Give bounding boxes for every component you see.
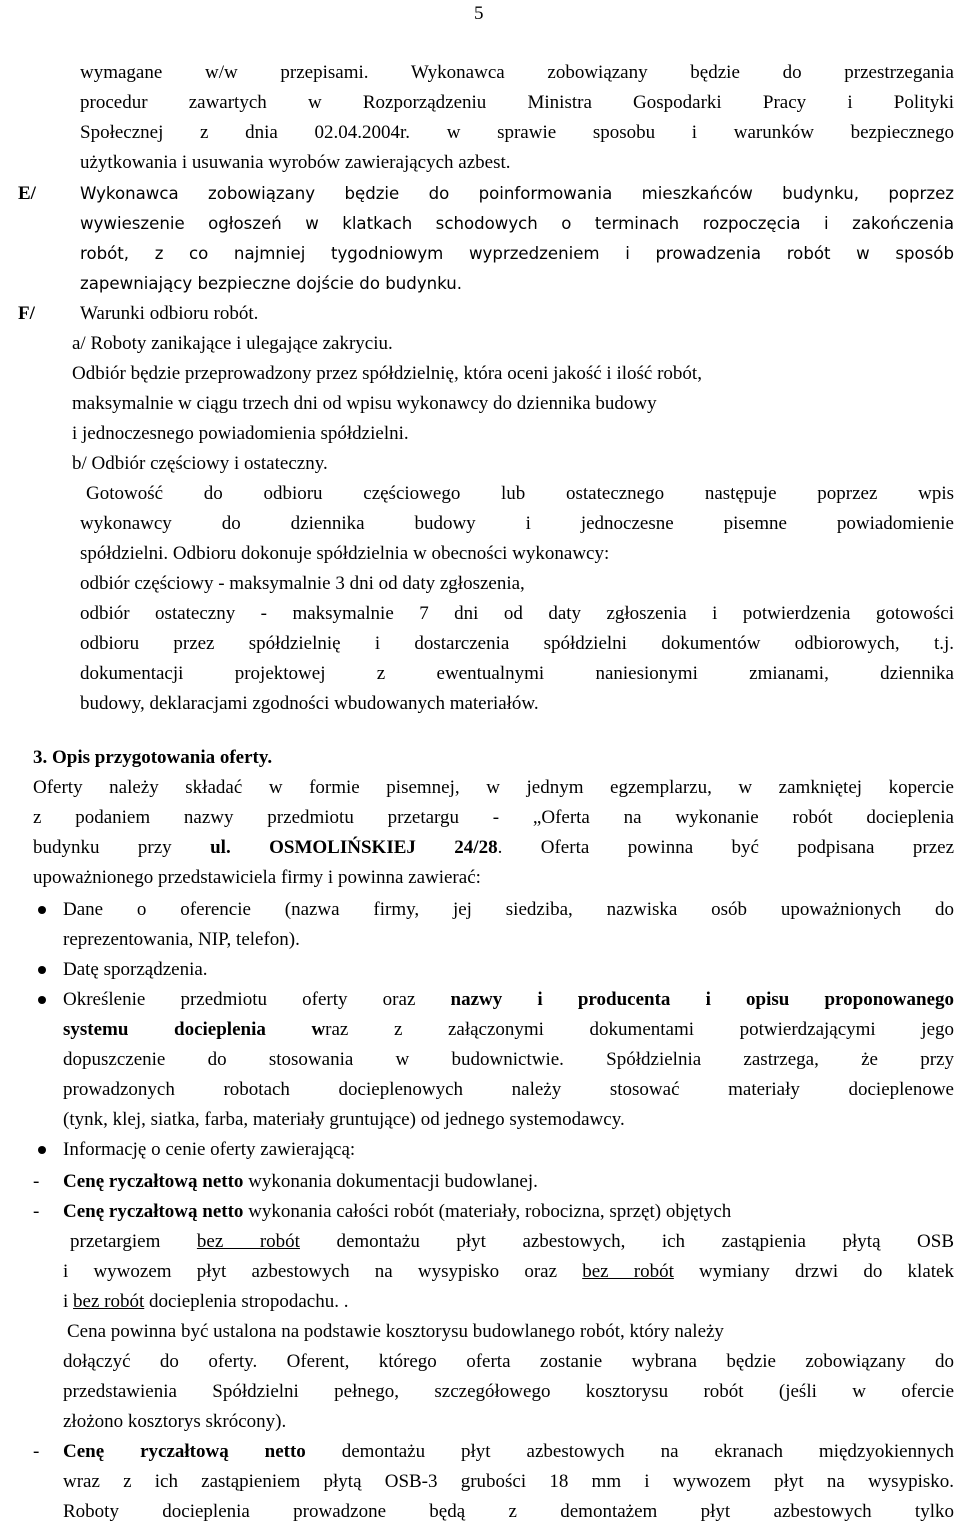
- bold-text: Cenę ryczałtową netto: [63, 1441, 306, 1462]
- text-line: [63, 1200, 731, 1224]
- dash-marker: -: [33, 1171, 40, 1192]
- text-line: Wykonawca zobowiązany będzie do poinformowania mieszkańców budynku, poprzez: [80, 184, 954, 203]
- text-line: b/ Odbiór częściowy i ostateczny.: [72, 453, 328, 474]
- bold-text: systemu docieplenia w: [63, 1019, 326, 1040]
- dash-marker: -: [33, 1201, 40, 1222]
- text-line: wykonawcy do dziennika budowy i jednoczesne pisemne powiadomienie: [80, 513, 954, 534]
- text-line: a/ Roboty zanikające i ulegające zakryciu.: [72, 333, 393, 354]
- text-line: Informację o cenie oferty zawierającą:: [63, 1139, 356, 1160]
- text-line: [63, 988, 954, 1012]
- text-line: reprezentowania, NIP, telefon).: [63, 929, 300, 950]
- text-line: upoważnionego przedstawiciela firmy i powinna zawierać:: [33, 867, 481, 888]
- text-line: Cena powinna być ustalona na podstawie kosztorysu budowlanego robót, który należy: [67, 1321, 724, 1342]
- bullet-icon: [38, 1146, 46, 1154]
- underlined-text: bez robót: [582, 1261, 674, 1282]
- text-line: zapewniający bezpieczne dojście do budynku.: [80, 274, 463, 293]
- text-line: wymagane w/w przepisami. Wykonawca zobowiązany będzie do przestrzegania: [80, 62, 954, 83]
- underlined-text: bez robót: [196, 1231, 300, 1252]
- text-line: i jednoczesnego powiadomienia spółdzielni.: [72, 423, 409, 444]
- text-line: z podaniem nazwy przedmiotu przetargu - „Oferta na wykonanie robót docieplenia: [33, 807, 954, 828]
- text-span: raz z załączonymi dokumentami potwierdzającymi jego: [325, 1019, 955, 1040]
- text-line: Odbiór będzie przeprowadzony przez spółdzielnię, która oceni jakość i ilość robót,: [72, 363, 702, 384]
- text-span: . Oferta powinna być podpisana przez: [497, 837, 954, 858]
- text-line: Oferty należy składać w formie pisemnej, w jednym egzemplarzu, w zamkniętej kopercie: [33, 777, 954, 798]
- text-line: wywieszenie ogłoszeń w klatkach schodowych o terminach rozpoczęcia i zakończenia: [80, 214, 954, 233]
- dash-marker: -: [33, 1441, 40, 1462]
- text-span: wykonania dokumentacji budowlanej.: [243, 1171, 538, 1192]
- text-line: procedur zawartych w Rozporządzeniu Ministra Gospodarki Pracy i Polityki: [80, 92, 954, 113]
- bullet-icon: [38, 996, 46, 1004]
- text-line: prowadzonych robotach docieplenowych należy stosować materiały docieplenowe: [63, 1079, 954, 1100]
- text-span: docieplenia stropodachu. .: [144, 1291, 349, 1312]
- text-line: Roboty docieplenia prowadzone będą z demontażem płyt azbestowych tylko: [63, 1501, 954, 1522]
- text-span: budynku przy: [33, 837, 211, 858]
- text-line: (tynk, klej, siatka, farba, materiały gruntujące) od jednego systemodawcy.: [63, 1109, 625, 1130]
- text-line: Datę sporządzenia.: [63, 959, 208, 980]
- text-span: demontażu płyt azbestowych na ekranach międzyokiennych: [305, 1441, 955, 1462]
- text-line: [63, 1170, 538, 1194]
- text-span: Określenie przedmiotu oferty oraz: [63, 989, 451, 1010]
- bold-text: Cenę ryczałtową netto: [63, 1171, 244, 1192]
- text-span: wykonania całości robót (materiały, robocizna, sprzęt) objętych: [243, 1201, 732, 1222]
- text-line: złożono kosztorys skrócony).: [63, 1411, 287, 1432]
- text-line: maksymalnie w ciągu trzech dni od wpisu wykonawcy do dziennika budowy: [72, 393, 657, 414]
- text-line: robót, z co najmniej tygodniowym wyprzedzeniem i prowadzenia robót w sposób: [80, 244, 954, 263]
- text-line: Społecznej z dnia 02.04.2004r. w sprawie sposobu i warunków bezpiecznego: [80, 122, 954, 143]
- text-span: wymiany drzwi do klatek: [673, 1261, 954, 1282]
- text-line: [33, 836, 954, 860]
- text-line: [63, 1260, 954, 1284]
- text-line: dołączyć do oferty. Oferent, którego oferta zostanie wybrana będzie zobowiązany do: [63, 1351, 954, 1372]
- text-line: [63, 1440, 954, 1464]
- text-line: budowy, deklaracjami zgodności wbudowanych materiałów.: [80, 693, 539, 714]
- text-line: dopuszczenie do stosowania w budownictwie. Spółdzielnia zastrzega, że przy: [63, 1049, 954, 1070]
- section-label-e: E/: [18, 183, 36, 204]
- section-label-f: F/: [18, 303, 35, 324]
- text-line: przedstawienia Spółdzielni pełnego, szczegółowego kosztorysu robót (jeśli w ofercie: [63, 1381, 954, 1402]
- text-line: [63, 1018, 954, 1042]
- text-line: odbiór częściowy - maksymalnie 3 dni od daty zgłoszenia,: [80, 573, 525, 594]
- text-span: demontażu płyt azbestowych, ich zastąpienia płytą OSB: [299, 1231, 954, 1252]
- text-line: odbioru przez spółdzielnię i dostarczenia spółdzielni dokumentów odbiorowych, t.j.: [80, 633, 954, 654]
- text-line: [70, 1230, 954, 1254]
- text-line: wraz z ich zastąpieniem płytą OSB-3 grubości 18 mm i wywozem płyt na wysypisko.: [63, 1471, 954, 1492]
- section-heading: 3. Opis przygotowania oferty.: [33, 747, 273, 768]
- text-line: Dane o oferencie (nazwa firmy, jej siedziba, nazwiska osób upoważnionych do: [63, 899, 954, 920]
- text-span: przetargiem: [70, 1231, 197, 1252]
- text-span: i: [63, 1291, 74, 1312]
- bold-text: nazwy i producenta i opisu proponowanego: [450, 989, 955, 1010]
- text-line: użytkowania i usuwania wyrobów zawierających azbest.: [80, 152, 511, 173]
- text-line: spółdzielni. Odbioru dokonuje spółdzielnia w obecności wykonawcy:: [80, 543, 610, 564]
- text-line: Gotowość do odbioru częściowego lub ostatecznego następuje poprzez wpis: [86, 483, 954, 504]
- text-line: Warunki odbioru robót.: [80, 303, 259, 324]
- address-text: ul. OSMOLIŃSKIEJ 24/28: [210, 837, 498, 858]
- bold-text: Cenę ryczałtową netto: [63, 1201, 244, 1222]
- text-line: odbiór ostateczny - maksymalnie 7 dni od daty zgłoszenia i potwierdzenia gotowości: [80, 603, 954, 624]
- bullet-icon: [38, 966, 46, 974]
- bullet-icon: [38, 906, 46, 914]
- page-number: 5: [474, 3, 484, 24]
- underlined-text: bez robót: [73, 1291, 145, 1312]
- text-line: [63, 1290, 348, 1314]
- text-span: i wywozem płyt azbestowych na wysypisko oraz: [63, 1261, 583, 1282]
- text-line: dokumentacji projektowej z ewentualnymi naniesionymi zmianami, dziennika: [80, 663, 954, 684]
